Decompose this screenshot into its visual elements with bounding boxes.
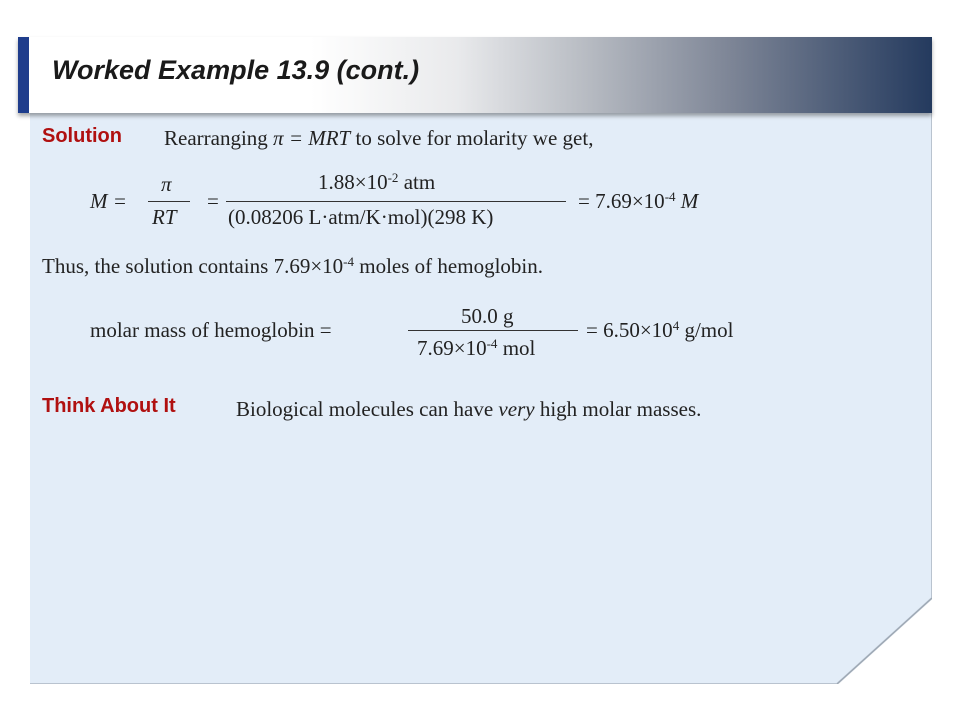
molar-mass-den-exp: -4 [486,335,498,351]
think-prefix: Biological molecules can have [236,397,499,421]
frac1-denominator: RT [152,205,177,229]
molarity-lhs: M = [90,189,127,213]
molar-mass-lhs: molar mass of hemoglobin = [90,318,332,342]
frac2-numerator [318,170,435,195]
thus-exp: -4 [343,253,355,269]
solution-label: Solution [42,125,122,147]
molarity-result-unit: M [675,189,699,213]
molarity-result-exp: -4 [664,188,676,204]
solution-intro-suffix: to solve for molarity we get, [350,126,594,150]
frac1-bar [148,201,190,202]
molar-mass-result-unit: g/mol [679,318,734,342]
title-accent [18,37,29,113]
molar-mass-numerator: 50.0 g [461,304,514,328]
frac2-num-exp: -2 [387,169,399,185]
thus-line [42,254,543,279]
thus-suffix: moles of hemoglobin. [354,254,543,278]
molar-mass-result-base: = 6.50×10 [586,318,673,342]
solution-intro-prefix: Rearranging [164,126,274,150]
frac2-denominator: (0.08206 L·atm/K·mol)(298 K) [228,205,494,229]
think-suffix: high molar masses. [534,397,702,421]
frac1-numerator: π [161,172,172,196]
molarity-result-base: = 7.69×10 [578,189,665,213]
solution-intro-formula: π = MRT [273,126,351,150]
molarity-equals: = [207,189,219,213]
molarity-result [578,189,698,214]
molar-mass-den-base: 7.69×10 [417,336,487,360]
think-label: Think About It [42,395,176,417]
frac2-num-unit: atm [398,170,436,194]
thus-prefix: Thus, the solution contains 7.69×10 [42,254,344,278]
think-text [236,397,701,422]
think-emphasis: very [498,397,535,421]
molar-mass-denominator [417,336,535,361]
molar-mass-den-unit: mol [497,336,536,360]
slide-title: Worked Example 13.9 (cont.) [52,55,420,85]
solution-intro [164,126,593,151]
frac2-bar [226,201,566,202]
molar-mass-bar [408,330,578,331]
molar-mass-result [586,318,733,343]
frac2-num-base: 1.88×10 [318,170,388,194]
molar-mass-result-exp: 4 [672,317,680,333]
